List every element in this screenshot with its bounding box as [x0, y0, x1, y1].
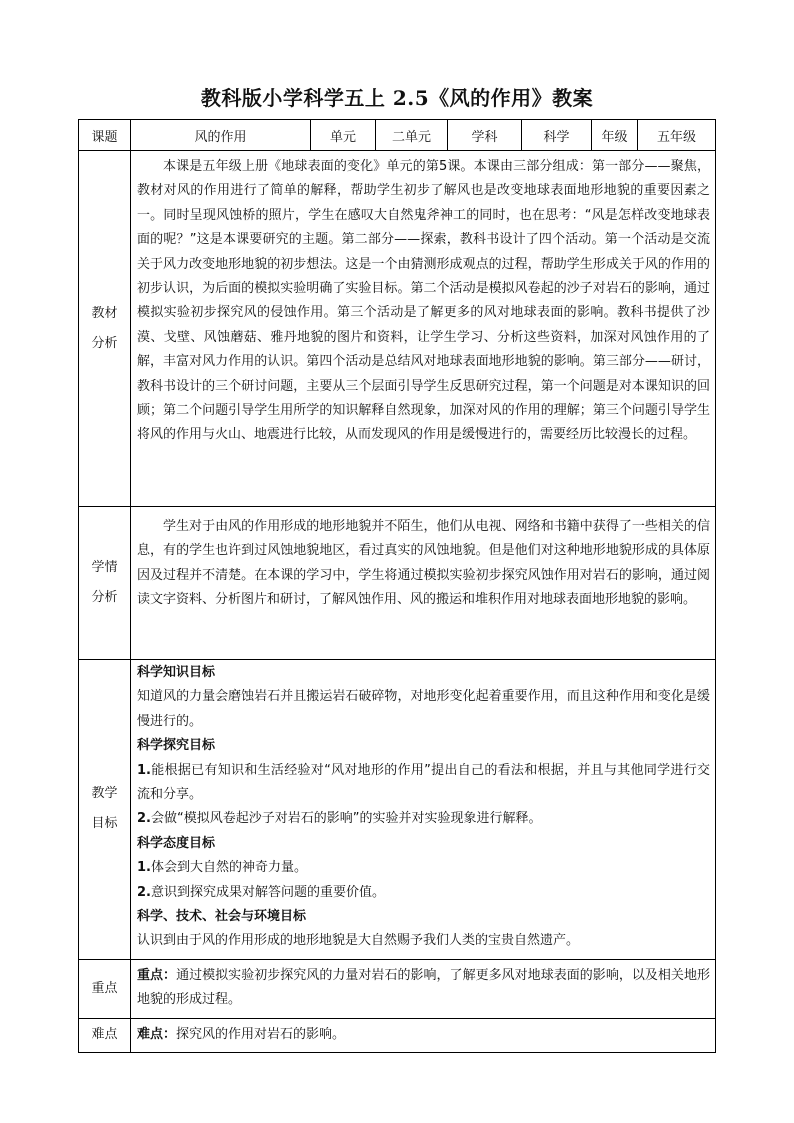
inquiry-goal-item-1 [137, 759, 710, 808]
inquiry-goal-2-number: 2. [137, 811, 151, 827]
inquiry-goal-1-text: 能根据已有知识和生活经验对“风对地形的作用”提出自己的看法和根据，并且与其他同学进行交流和分享。 [137, 762, 710, 803]
subject-value: 科学 [522, 120, 592, 151]
attitude-goal-item-1 [137, 856, 710, 880]
material-analysis-content [131, 151, 716, 507]
teaching-goals-label [79, 660, 131, 960]
header-row [79, 120, 716, 151]
learner-analysis-text: 学生对于由风的作用形成的地形地貌并不陌生，他们从电视、网络和书籍中获得了一些相关的信息，有的学生也许到过风蚀地貌地区，看过真实的风蚀地貌。但是他们对这种地形地貌形成的具体原因及过程并不清楚。在本课的学习中，学生将通过模拟实验初步探究风蚀作用对岩石的影响，通过阅读文字资料、分析图片和研讨，了解风蚀作用、风的搬运和堆积作用对地球表面地形地貌的影响。 [137, 519, 710, 608]
grade-label: 年级 [592, 120, 638, 151]
lesson-plan-table [78, 119, 716, 1053]
difficulty-content [131, 1018, 716, 1052]
goals-label-line-2: 目标 [91, 816, 118, 832]
difficulty-label: 难点 [79, 1018, 131, 1052]
attitude-goal-item-2 [137, 881, 710, 905]
learner-analysis-content [131, 507, 716, 660]
inquiry-goal-1-number: 1. [137, 762, 151, 778]
key-point-content [131, 959, 716, 1018]
grade-value: 五年级 [638, 120, 716, 151]
key-point-row [79, 959, 716, 1018]
goals-label-line-1: 教学 [91, 786, 118, 802]
knowledge-goal-text: 知道风的力量会磨蚀岩石并且搬运岩石破碎物，对地形变化起着重要作用，而且这种作用和变化是缓慢进行的。 [137, 689, 710, 729]
difficulty-row [79, 1018, 716, 1052]
document-title: 教科版小学科学五上 2.5《风的作用》教案 [200, 86, 594, 110]
learner-label-line-2: 分析 [91, 590, 118, 605]
learner-analysis-row [79, 507, 716, 660]
key-point-text: 通过模拟实验初步探究风的力量对岩石的影响，了解更多风对地球表面的影响，以及相关地形地貌的形成过程。 [137, 967, 710, 1008]
inquiry-goal-heading: 科学探究目标 [137, 738, 216, 754]
unit-label: 单元 [311, 120, 376, 151]
sts-goal-text: 认识到由于风的作用形成的地形地貌是大自然赐予我们人类的宝贵自然遗产。 [137, 933, 580, 949]
attitude-goal-1-text: 体会到大自然的神奇力量。 [150, 860, 307, 876]
attitude-goal-heading: 科学态度目标 [137, 835, 216, 851]
key-point-prefix: 重点： [137, 967, 177, 983]
attitude-goal-1-number: 1. [137, 860, 151, 876]
teaching-goals-row [79, 660, 716, 960]
material-analysis-text: 本课是五年级上册《地球表面的变化》单元的第5课。本课由三部分组成：第一部分——聚焦，教材对风的作用进行了简单的解释，帮助学生初步了解风也是改变地球表面地形地貌的重要因素之一。同时呈现风蚀桥的照片，学生在感叹大自然鬼斧神工的同时，也在思考：“风是怎样改变地球表面的呢？”这是本课要研究的主题。第二部分——探索，教科书设计了四个活动。第一个活动是交流关于风力改变地形地貌的初步想法。这是一个由猜测形成观点的过程，帮助学生形成关于风的作用的初步认识，为后面的模拟实验明确了实验目标。第二个活动是模拟风卷起的沙子对岩石的影响，通过模拟实验初步探究风的侵蚀作用。第三个活动是了解更多的风对地球表面的影响。教科书提供了沙漠、戈壁、风蚀蘑菇、雅丹地貌的图片和资料，让学生学习、分析这些资料，加深对风蚀作用的了解，丰富对风力作用的认识。第四个活动是总结风对地球表面地形地貌的影响。第三部分——研讨，教科书设计的三个研讨问题，主要从三个层面引导学生反思研究过程，第一个问题是对本课知识的回顾；第二个问题引导学生用所学的知识解释自然现象，加深对风的作用的理解；第三个问题引导学生将风的作用与火山、地震进行比较，从而发现风的作用是缓慢进行的，需要经历比较漫长的过程。 [137, 159, 710, 443]
material-label-line-1: 教材 [91, 305, 118, 321]
inquiry-goal-2-text: 会做“模拟风卷起沙子对岩石的影响”的实验并对实验现象进行解释。 [150, 811, 542, 827]
subject-label: 学科 [448, 120, 522, 151]
difficulty-prefix: 难点： [137, 1026, 177, 1042]
unit-value: 二单元 [376, 120, 448, 151]
material-label-line-2: 分析 [91, 335, 118, 351]
lesson-label: 课题 [79, 120, 131, 151]
difficulty-text: 探究风的作用对岩石的影响。 [176, 1026, 346, 1042]
sts-goal-heading: 科学、技术、社会与环境目标 [137, 909, 307, 925]
material-analysis-label [79, 151, 131, 507]
learner-label-line-1: 学情 [91, 560, 118, 575]
material-analysis-row [79, 151, 716, 507]
inquiry-goal-item-2 [137, 807, 710, 831]
teaching-goals-content [131, 660, 716, 960]
lesson-value: 风的作用 [131, 120, 311, 151]
attitude-goal-2-text: 意识到探究成果对解答问题的重要价值。 [150, 884, 385, 900]
attitude-goal-2-number: 2. [137, 884, 151, 900]
knowledge-goal-heading: 科学知识目标 [137, 665, 216, 680]
key-point-label: 重点 [79, 959, 131, 1018]
learner-analysis-label [79, 507, 131, 660]
